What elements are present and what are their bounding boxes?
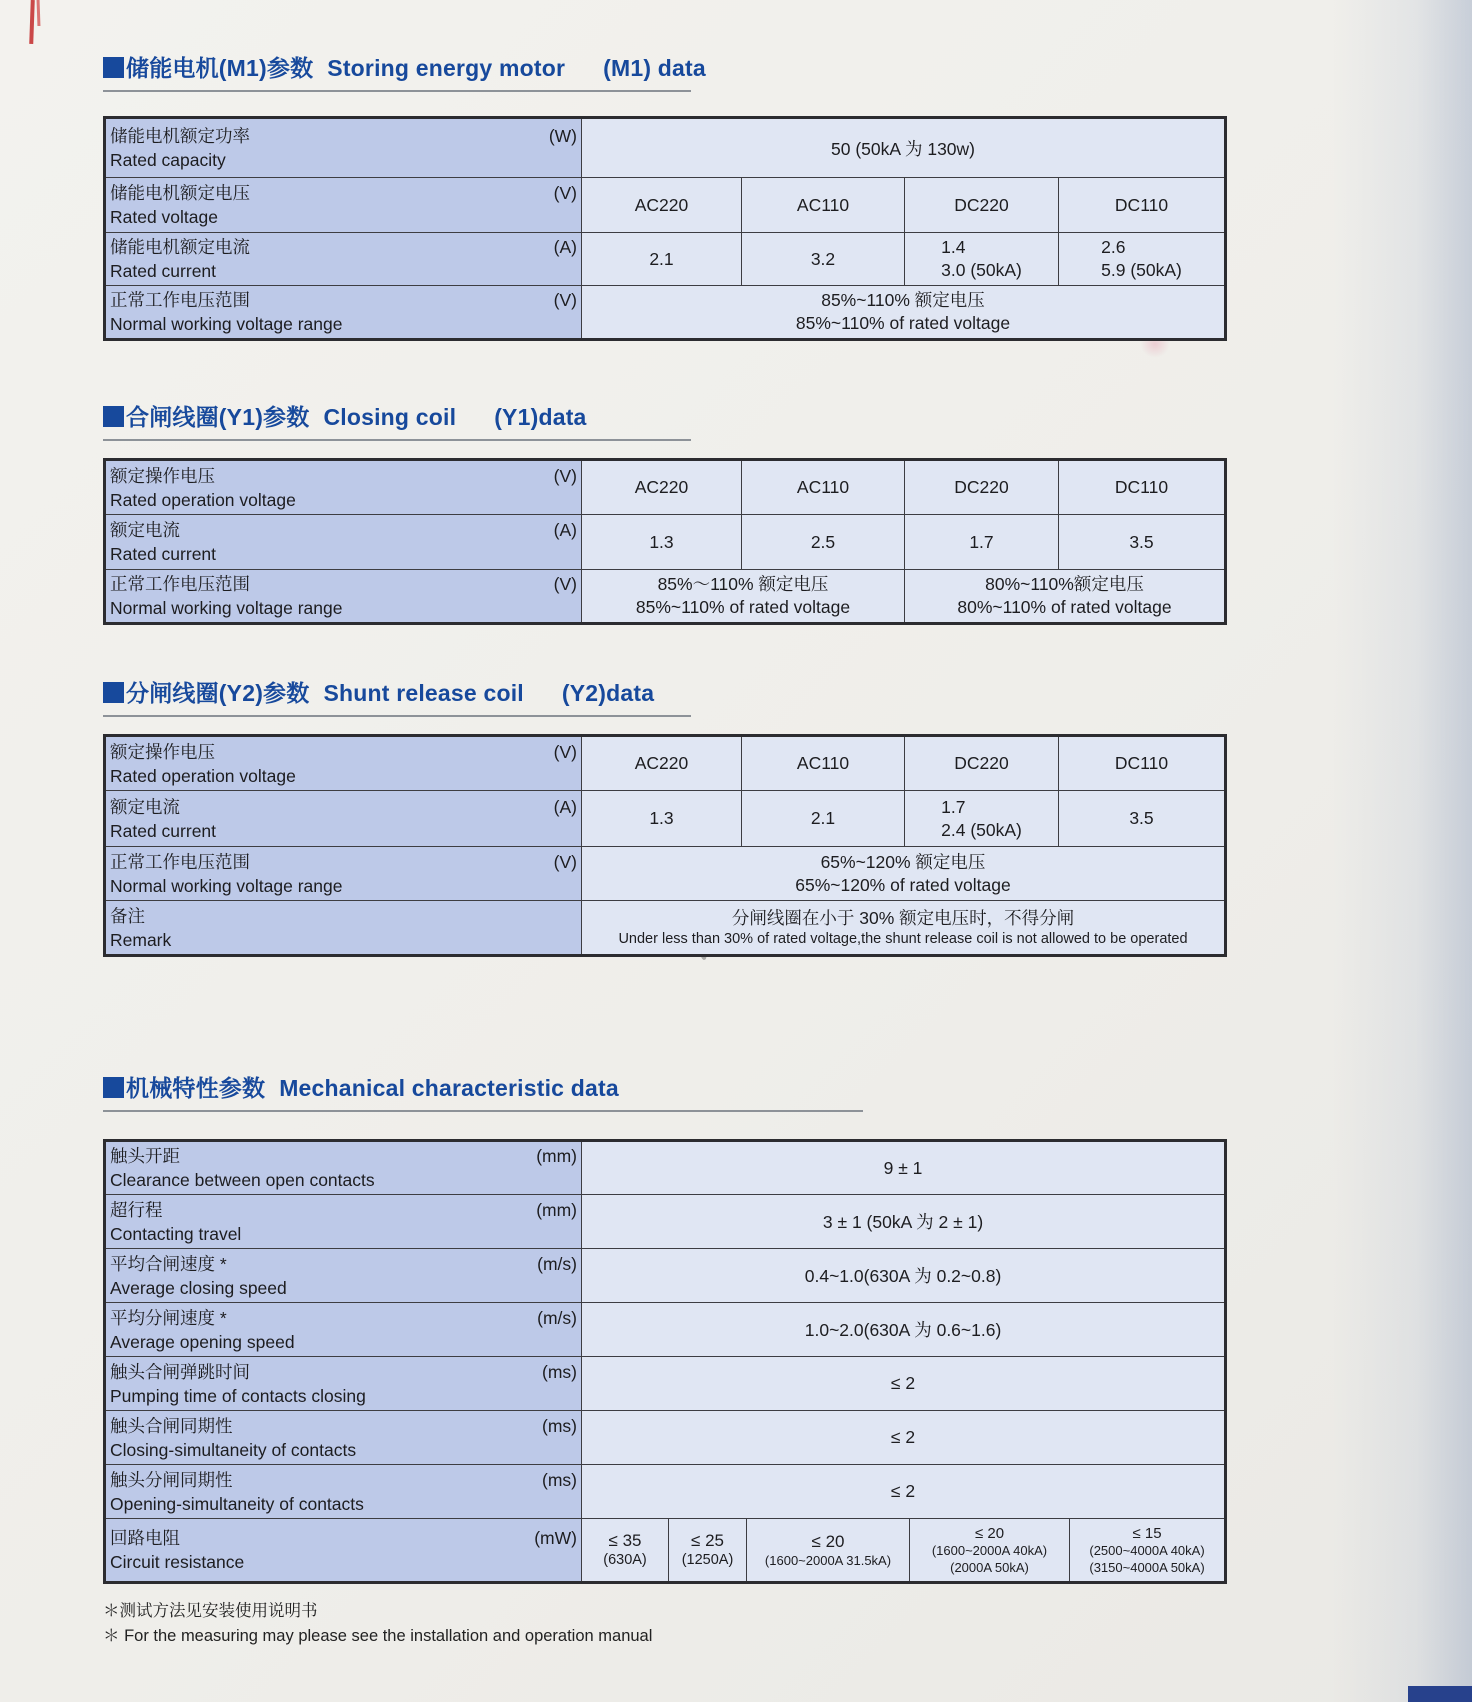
section-title-en: Shunt release coil [323, 680, 524, 706]
row-label-zh: 回路电阻 [110, 1528, 180, 1548]
table-row-normal-voltage-range [105, 847, 1226, 901]
value-line: 2.6 [1101, 237, 1126, 257]
row-header-cell [105, 1411, 582, 1465]
row-header-cell [105, 1357, 582, 1411]
value-cell [905, 233, 1059, 286]
section-title-en: Mechanical characteristic data [279, 1075, 619, 1101]
value-cell [1059, 233, 1226, 286]
value-cell [905, 791, 1059, 847]
scan-artifact-red [37, 0, 41, 26]
row-header-cell [105, 847, 582, 901]
value-line: (3150~4000A 50kA) [1089, 1559, 1205, 1575]
section-title-zh: 合闸线圈(Y1)参数 [126, 404, 310, 430]
row-header-cell [105, 1195, 582, 1249]
row-label-zh: 额定操作电压 [110, 741, 215, 762]
row-header-cell [105, 1465, 582, 1519]
table-row-remark [105, 901, 1226, 956]
row-header-cell [105, 178, 582, 233]
section-title-zh: 机械特性参数 [126, 1075, 266, 1101]
value-cell: DC220 [905, 178, 1059, 233]
section-title-tail: (M1) data [603, 55, 706, 81]
row-unit: (A) [553, 237, 577, 257]
row-label-en: Rated voltage [110, 207, 218, 227]
section-title-tail: (Y1)data [494, 404, 587, 430]
row-label-zh: 平均合闸速度 * [110, 1253, 227, 1274]
row-label-en: Average opening speed [110, 1331, 295, 1352]
value-cell: ≤ 2 [582, 1411, 1226, 1465]
value-line: 80%~110% of rated voltage [957, 597, 1172, 617]
value-cell [582, 570, 905, 624]
square-bullet-icon [103, 1077, 124, 1098]
row-label-en: Rated operation voltage [110, 489, 296, 510]
section-title-closing-coil [103, 399, 1224, 432]
row-label-zh: 储能电机额定电压 [110, 183, 250, 203]
row-unit: (V) [553, 183, 577, 203]
value-line: 3.0 (50kA) [941, 260, 1022, 280]
row-unit: (V) [553, 741, 577, 762]
square-bullet-icon [103, 406, 124, 427]
table-row-rated-current [105, 515, 1226, 570]
value-line: 85%~110% 额定电压 [821, 290, 985, 310]
table-row-clearance-open-contacts [105, 1141, 1226, 1195]
row-unit: (A) [553, 520, 577, 540]
row-unit: (mm) [536, 1146, 577, 1166]
section-title-zh: 分闸线圈(Y2)参数 [126, 680, 310, 706]
footnotes [103, 1599, 1224, 1649]
shunt-release-coil-table [103, 734, 1227, 957]
value-cell [582, 901, 1226, 956]
row-label-zh: 触头合闸同期性 [110, 1415, 233, 1436]
value-line: 85%~110% of rated voltage [795, 313, 1011, 333]
value-line: (630A) [603, 1552, 647, 1568]
row-label-en: Rated current [110, 820, 217, 841]
value-cell: AC220 [582, 178, 742, 233]
row-label-en: Rated operation voltage [110, 765, 296, 786]
table-row-normal-voltage-range [105, 286, 1226, 340]
table-row-rated-current [105, 791, 1226, 847]
row-unit: (m/s) [537, 1307, 577, 1328]
table-row-average-opening-speed [105, 1303, 1226, 1357]
value-line: 5.9 (50kA) [1101, 260, 1182, 280]
row-unit: (V) [553, 851, 577, 872]
value-cell: 2.1 [582, 233, 742, 286]
table-row-rated-operation-voltage [105, 736, 1226, 791]
row-header-cell [105, 1519, 582, 1583]
row-unit: (V) [553, 465, 577, 486]
row-unit: (W) [548, 126, 577, 146]
value-cell: 1.3 [582, 515, 742, 570]
value-line: ≤ 35 [608, 1531, 642, 1550]
table-row-average-closing-speed [105, 1249, 1226, 1303]
section-title-zh: 储能电机(M1)参数 [126, 55, 314, 81]
value-line: (1250A) [681, 1552, 734, 1568]
table-row-contacting-travel [105, 1195, 1226, 1249]
square-bullet-icon [103, 57, 124, 78]
row-label-en: Normal working voltage range [110, 875, 343, 896]
row-label-en: Normal working voltage range [110, 314, 343, 334]
footnote-zh: ＊测试方法见安装使用说明书 [103, 1602, 318, 1620]
table-row-rated-capacity [105, 118, 1226, 178]
row-label-en: Rated current [110, 544, 217, 564]
row-label-en: Opening-simultaneity of contacts [110, 1493, 364, 1514]
value-line: 80%~110%额定电压 [985, 574, 1144, 594]
heading-underline [103, 715, 691, 717]
row-unit: (ms) [542, 1469, 577, 1490]
table-row-rated-current [105, 233, 1226, 286]
mechanical-characteristic-table [103, 1139, 1227, 1584]
table-row-circuit-resistance [105, 1519, 1226, 1583]
storing-energy-motor-table [103, 116, 1227, 341]
heading-underline [103, 90, 691, 92]
section-title-storing-energy-motor [103, 50, 1224, 83]
value-line: (2500~4000A 40kA) [1089, 1542, 1205, 1558]
value-cell [582, 1519, 669, 1583]
row-label-zh: 正常工作电压范围 [110, 290, 250, 310]
row-label-zh: 触头分闸同期性 [110, 1469, 233, 1490]
row-label-en: Average closing speed [110, 1277, 287, 1298]
value-cell: AC110 [742, 736, 905, 791]
row-label-zh: 额定电流 [110, 520, 180, 540]
row-header-cell [105, 233, 582, 286]
value-cell: 0.4~1.0(630A 为 0.2~0.8) [582, 1249, 1226, 1303]
value-cell: DC110 [1059, 460, 1226, 515]
row-label-zh: 储能电机额定功率 [110, 126, 250, 146]
value-cell: DC220 [905, 736, 1059, 791]
row-label-zh: 正常工作电压范围 [110, 851, 250, 872]
page-content [103, 0, 1224, 1649]
row-header-cell [105, 286, 582, 340]
value-cell [910, 1519, 1070, 1583]
table-row-opening-simultaneity [105, 1465, 1226, 1519]
row-label-en: Closing-simultaneity of contacts [110, 1439, 357, 1460]
value-cell [582, 847, 1226, 901]
value-cell [905, 570, 1226, 624]
row-label-zh: 平均分闸速度 * [110, 1307, 227, 1328]
value-cell: 3.5 [1059, 791, 1226, 847]
value-line: 65%~120% 额定电压 [820, 851, 986, 872]
section-title-tail: (Y2)data [561, 680, 655, 706]
value-cell: ≤ 2 [582, 1465, 1226, 1519]
row-unit: (A) [553, 796, 577, 817]
value-line: (1600~2000A 40kA) [931, 1542, 1048, 1558]
value-line: 1.4 [941, 237, 966, 257]
value-line: ≤ 25 [691, 1531, 724, 1550]
value-line: 2.4 (50kA) [941, 819, 1022, 840]
scan-edge-shadow [1332, 0, 1472, 1702]
row-unit: (mm) [536, 1199, 577, 1220]
row-label-zh: 额定操作电压 [110, 465, 215, 486]
value-cell: 50 (50kA 为 130w) [582, 118, 1226, 178]
row-label-en: Rated current [110, 261, 217, 281]
table-row-rated-voltage [105, 178, 1226, 233]
row-header-cell [105, 1141, 582, 1195]
section-title-en: Storing energy motor [327, 55, 566, 81]
value-line: Under less than 30% of rated voltage,the shunt release coil is not allowed to be operated [618, 930, 1188, 947]
value-cell [582, 286, 1226, 340]
value-line: ≤ 20 [811, 1532, 845, 1551]
heading-underline [103, 1110, 863, 1112]
row-header-cell [105, 736, 582, 791]
square-bullet-icon [103, 682, 124, 703]
row-unit: (V) [553, 574, 577, 594]
row-label-en: Normal working voltage range [110, 598, 343, 618]
value-cell: DC220 [905, 460, 1059, 515]
row-label-en: Clearance between open contacts [110, 1170, 375, 1190]
value-cell: 1.0~2.0(630A 为 0.6~1.6) [582, 1303, 1226, 1357]
row-label-en: Circuit resistance [110, 1552, 245, 1572]
scan-artifact-red [29, 0, 35, 44]
row-header-cell [105, 570, 582, 624]
row-unit: (m/s) [537, 1253, 577, 1274]
value-cell: AC220 [582, 460, 742, 515]
heading-underline [103, 439, 691, 441]
row-label-en: Rated capacity [110, 150, 226, 170]
row-unit: (V) [553, 290, 577, 310]
value-cell: 3 ± 1 (50kA 为 2 ± 1) [582, 1195, 1226, 1249]
value-cell [669, 1519, 747, 1583]
row-header-cell [105, 1249, 582, 1303]
value-cell: 3.5 [1059, 515, 1226, 570]
row-label-zh: 储能电机额定电流 [110, 237, 250, 257]
value-cell: DC110 [1059, 178, 1226, 233]
section-title-en: Closing coil [323, 404, 457, 430]
footnote-en: ＊ For the measuring may please see the installation and operation manual [103, 1627, 653, 1645]
row-header-cell [105, 515, 582, 570]
table-row-rated-operation-voltage [105, 460, 1226, 515]
closing-coil-table [103, 458, 1227, 625]
row-label-zh: 正常工作电压范围 [110, 574, 250, 594]
value-cell: 2.1 [742, 791, 905, 847]
value-cell [747, 1519, 910, 1583]
value-cell: DC110 [1059, 736, 1226, 791]
value-cell: 1.3 [582, 791, 742, 847]
value-cell: 2.5 [742, 515, 905, 570]
row-label-en: Contacting travel [110, 1223, 242, 1244]
value-cell [1070, 1519, 1226, 1583]
value-cell: 9 ± 1 [582, 1141, 1226, 1195]
value-cell: AC110 [742, 460, 905, 515]
page-corner-mark [1408, 1686, 1472, 1702]
value-cell: AC220 [582, 736, 742, 791]
value-line: 85%~110% of rated voltage [635, 597, 851, 617]
row-label-zh: 备注 [110, 905, 145, 926]
table-row-closing-simultaneity [105, 1411, 1226, 1465]
row-label-en: Remark [110, 929, 172, 950]
row-unit: (ms) [542, 1361, 577, 1382]
value-cell: 3.2 [742, 233, 905, 286]
value-cell: AC110 [742, 178, 905, 233]
value-cell: ≤ 2 [582, 1357, 1226, 1411]
row-label-en: Pumping time of contacts closing [110, 1385, 366, 1406]
row-header-cell [105, 118, 582, 178]
value-line: 1.7 [941, 796, 966, 817]
table-row-normal-voltage-range [105, 570, 1226, 624]
value-line: (1600~2000A 31.5kA) [764, 1553, 892, 1568]
value-line: 65%~120% of rated voltage [795, 874, 1011, 895]
section-title-mechanical-characteristic [103, 1070, 1224, 1103]
row-header-cell [105, 901, 582, 956]
value-line: 分闸线圈在小于 30% 额定电压时，不得分闸 [731, 907, 1075, 928]
row-label-zh: 触头合闸弹跳时间 [110, 1361, 250, 1382]
row-header-cell [105, 791, 582, 847]
section-title-shunt-release-coil [103, 675, 1224, 708]
value-line: ≤ 20 [974, 1524, 1005, 1542]
value-line: 85%～110% 额定电压 [657, 574, 829, 594]
value-line: (2000A 50kA) [950, 1559, 1029, 1575]
row-label-zh: 超行程 [110, 1199, 163, 1220]
value-line: ≤ 15 [1132, 1524, 1162, 1542]
row-header-cell [105, 460, 582, 515]
row-unit: (ms) [542, 1415, 577, 1436]
value-cell: 1.7 [905, 515, 1059, 570]
row-unit: (mW) [534, 1528, 577, 1548]
table-row-pumping-time [105, 1357, 1226, 1411]
row-label-zh: 触头开距 [110, 1146, 180, 1166]
row-header-cell [105, 1303, 582, 1357]
row-label-zh: 额定电流 [110, 796, 180, 817]
